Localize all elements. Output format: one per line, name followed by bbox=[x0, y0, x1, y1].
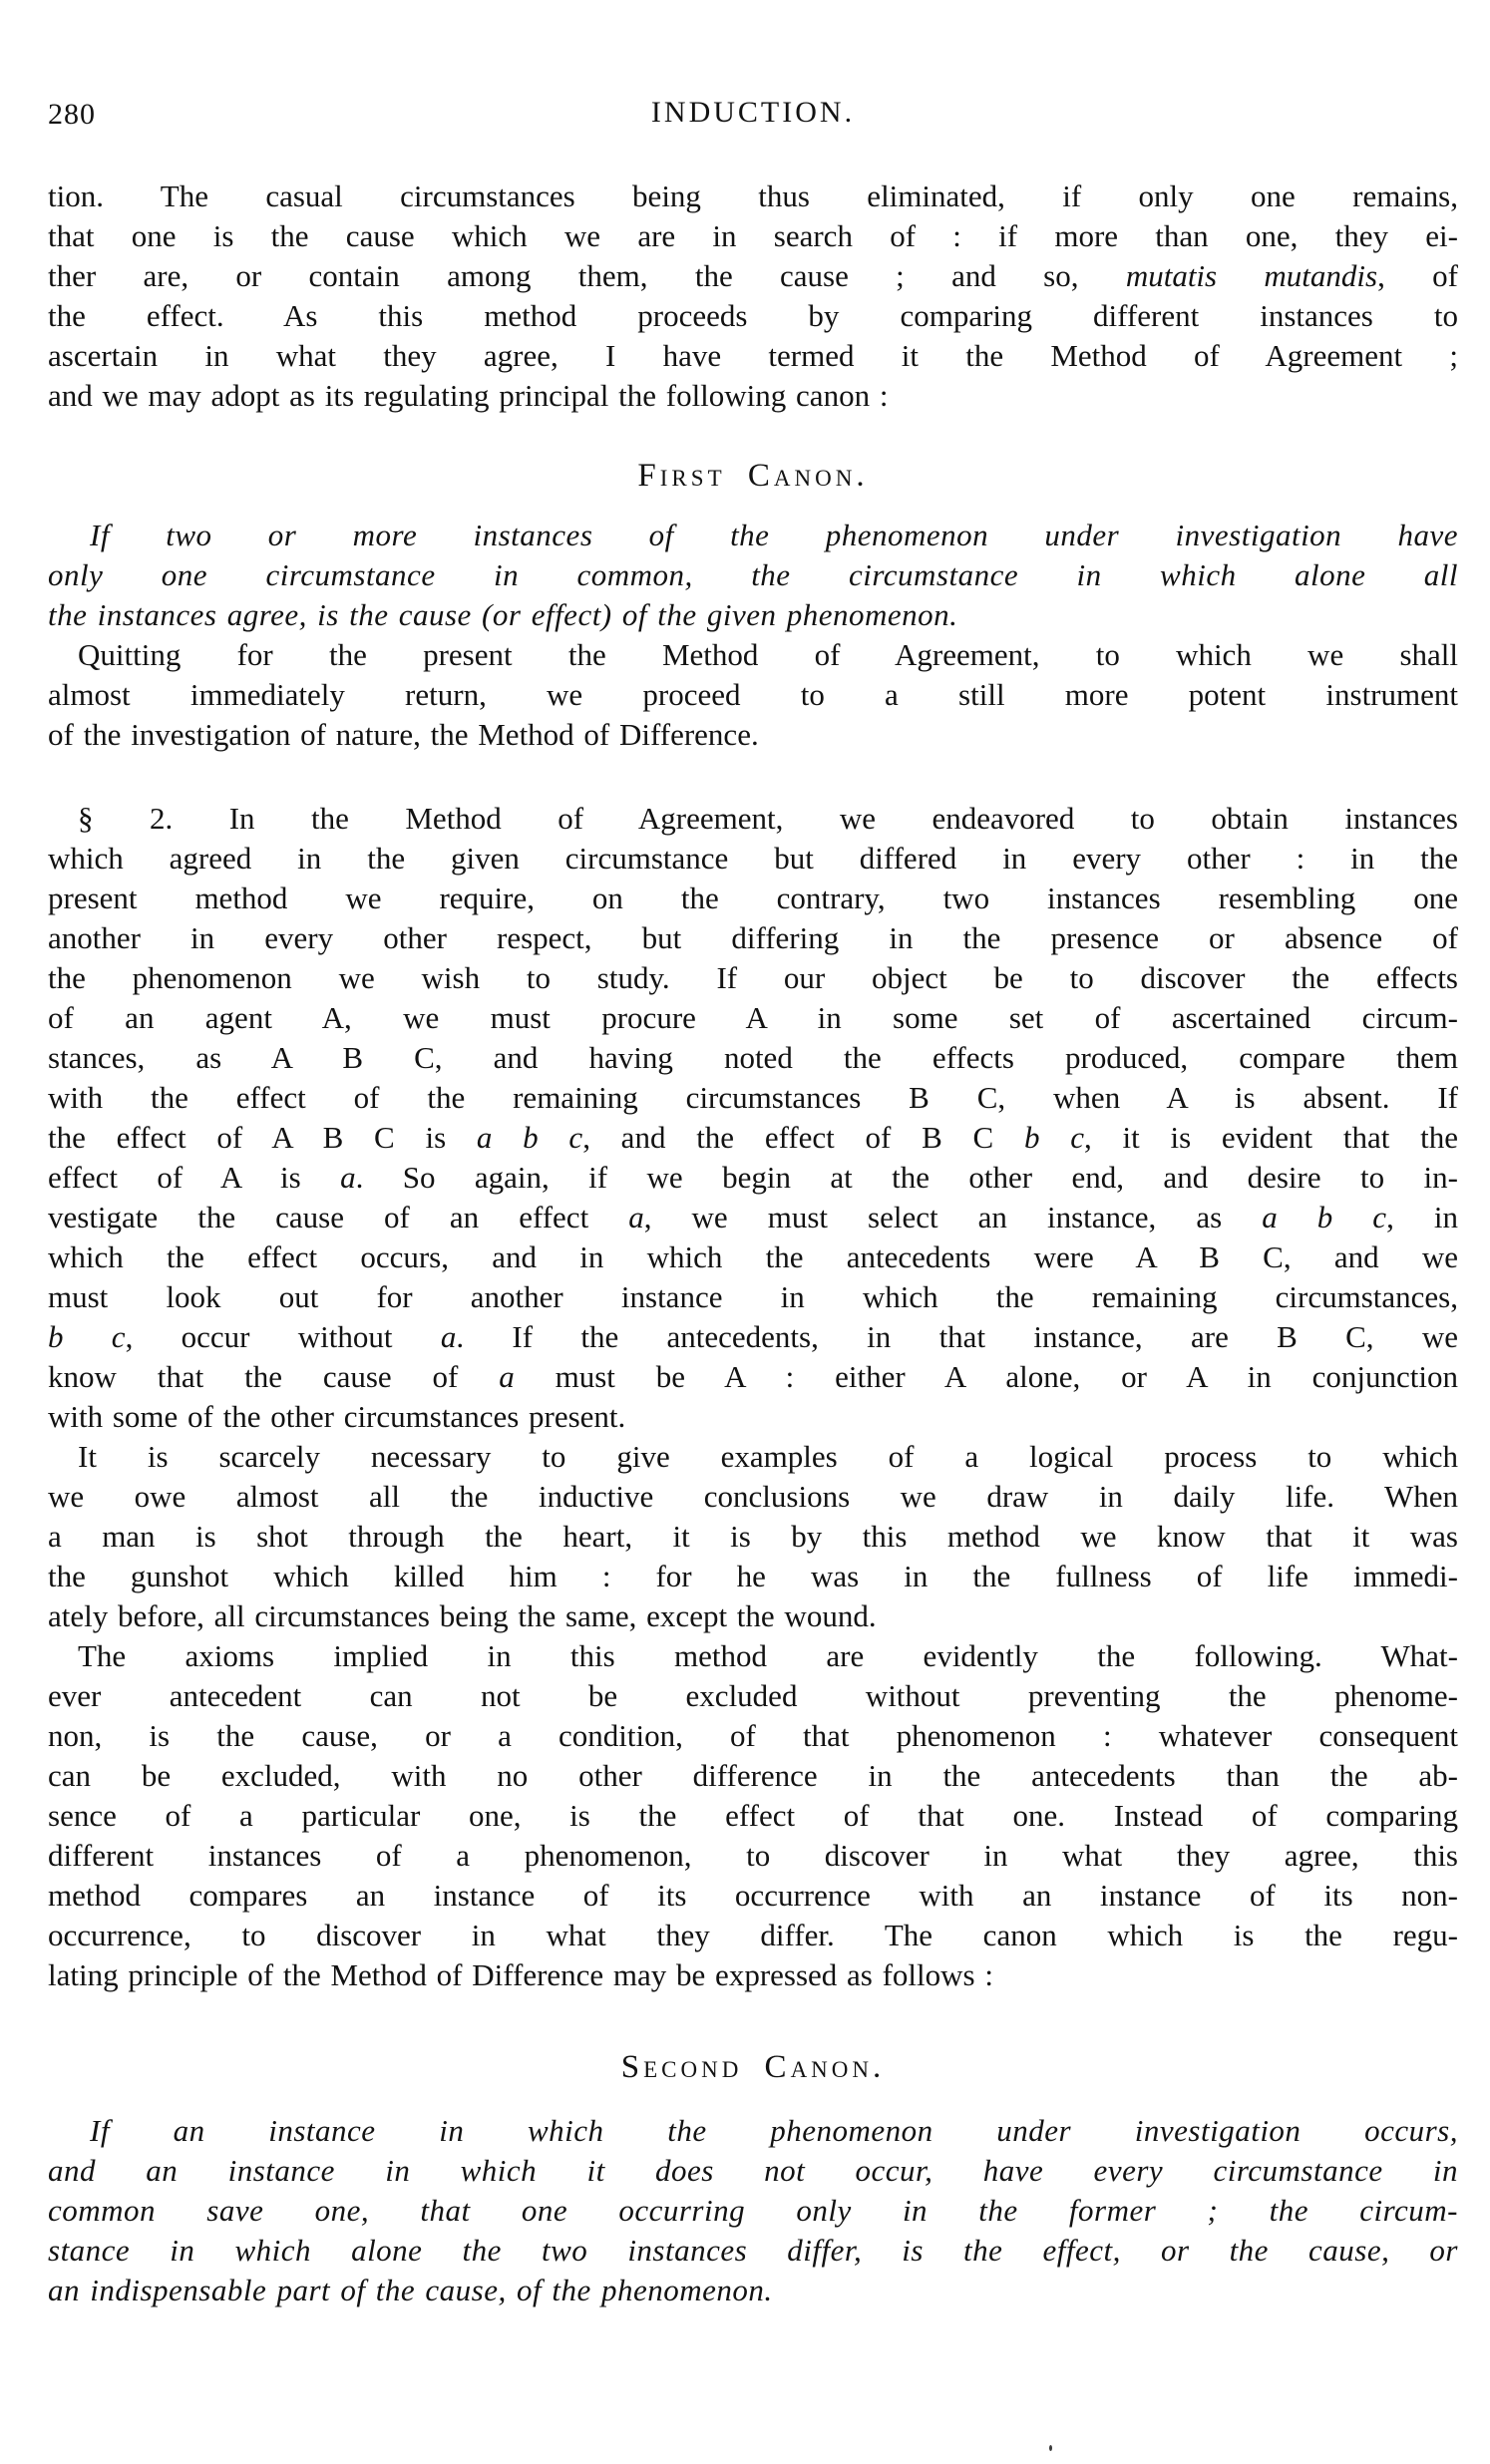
text-line: Quitting for the present the Method of Agreement, to which we shall bbox=[78, 637, 1458, 672]
text-line: ately before, all circumstances being the same, except the wound. bbox=[48, 1598, 877, 1633]
text-line: If two or more instances of the phenomenon under investigation have bbox=[90, 518, 1458, 552]
text-line: know that the cause of a must be A : either A alone, or A in conjunction bbox=[48, 1359, 1458, 1394]
paragraph-examples bbox=[48, 1437, 1458, 1636]
text-line: It is scarcely necessary to give examples of a logical process to which bbox=[78, 1439, 1458, 1474]
text-line: non, is the cause, or a condition, of that phenomenon : whatever consequent bbox=[48, 1718, 1458, 1753]
text-line: must look out for another instance in which the remaining circumstances, bbox=[48, 1279, 1458, 1314]
text-line: common save one, that one occurring only in the former ; the circum- bbox=[48, 2193, 1458, 2228]
text-line: the instances agree, is the cause (or effect) of the given phenomenon. bbox=[48, 597, 958, 632]
text-line: The axioms implied in this method are evidently the following. What- bbox=[78, 1638, 1458, 1673]
text-line: § 2. In the Method of Agreement, we endeavored to obtain instances bbox=[78, 801, 1458, 836]
text-line: of an agent A, we must procure A in some set of ascertained circum- bbox=[48, 1000, 1458, 1035]
text-line: ascertain in what they agree, I have termed it the Method of Agreement ; bbox=[48, 338, 1458, 373]
text-line: the gunshot which killed him : for he was in the fullness of life immedi- bbox=[48, 1559, 1458, 1593]
second-canon-text bbox=[48, 2111, 1458, 2310]
paragraph-axioms bbox=[48, 1636, 1458, 1995]
text-line: the effect of A B C is a b c, and the effect of B C b c, it is evident that the bbox=[48, 1120, 1458, 1155]
text-line: with the effect of the remaining circumstances B C, when A is absent. If bbox=[48, 1080, 1458, 1115]
text-line: with some of the other circumstances present. bbox=[48, 1399, 626, 1434]
text-line: only one circumstance in common, the circumstance in which alone all bbox=[48, 557, 1458, 592]
text-line: which the effect occurs, and in which the antecedents were A B C, and we bbox=[48, 1239, 1458, 1274]
text-line: the phenomenon we wish to study. If our object be to discover the effects bbox=[48, 960, 1458, 995]
text-line: vestigate the cause of an effect a, we must select an instance, as a b c, in bbox=[48, 1200, 1458, 1234]
text-line: b c, occur without a. If the antecedents, in that instance, are B C, we bbox=[48, 1319, 1458, 1354]
first-canon-heading: First Canon. bbox=[637, 458, 869, 494]
paragraph-quitting bbox=[48, 635, 1458, 755]
text-line: ever antecedent can not be excluded without preventing the phenome- bbox=[48, 1678, 1458, 1713]
text-line: a man is shot through the heart, it is by this method we know that it was bbox=[48, 1519, 1458, 1554]
text-line: If an instance in which the phenomenon under investigation occurs, bbox=[90, 2113, 1458, 2148]
text-line: stance in which alone the two instances differ, is the effect, or the cause, or bbox=[48, 2233, 1458, 2268]
text-line: effect of A is a. So again, if we begin at the other end, and desire to in- bbox=[48, 1160, 1458, 1195]
text-line: almost immediately return, we proceed to a still more potent instrument bbox=[48, 677, 1458, 712]
page-number: 280 bbox=[48, 98, 96, 131]
running-header bbox=[48, 96, 1458, 130]
text-line: which agreed in the given circumstance but differed in every other : in the bbox=[48, 841, 1458, 876]
scan-ink-speck bbox=[1049, 2445, 1052, 2451]
second-canon-heading: Second Canon. bbox=[620, 2049, 886, 2085]
text-line: that one is the cause which we are in search of : if more than one, they ei- bbox=[48, 218, 1458, 253]
text-line: of the investigation of nature, the Method of Difference. bbox=[48, 717, 759, 752]
text-line: we owe almost all the inductive conclusions we draw in daily life. When bbox=[48, 1479, 1458, 1514]
text-line: can be excluded, with no other difference in the antecedents than the ab- bbox=[48, 1758, 1458, 1793]
text-line: stances, as A B C, and having noted the effects produced, compare them bbox=[48, 1040, 1458, 1075]
text-line: different instances of a phenomenon, to discover in what they agree, this bbox=[48, 1838, 1458, 1873]
text-line: and an instance in which it does not occur, have every circumstance in bbox=[48, 2153, 1458, 2188]
text-line: sence of a particular one, is the effect of that one. Instead of comparing bbox=[48, 1798, 1458, 1833]
text-line: lating principle of the Method of Difference may be expressed as follows : bbox=[48, 1957, 993, 1992]
running-head-title: INDUCTION. bbox=[650, 96, 856, 129]
first-canon-text bbox=[48, 516, 1458, 635]
text-line: method compares an instance of its occurrence with an instance of its non- bbox=[48, 1878, 1458, 1913]
text-line: ther are, or contain among them, the cause ; and so, mutatis mutandis, of bbox=[48, 258, 1458, 293]
text-line: present method we require, on the contrary, two instances resembling one bbox=[48, 880, 1458, 915]
paragraph-continuation bbox=[48, 176, 1458, 416]
text-line: tion. The casual circumstances being thus eliminated, if only one remains, bbox=[48, 178, 1458, 213]
text-line: occurrence, to discover in what they differ. The canon which is the regu- bbox=[48, 1918, 1458, 1952]
text-line: another in every other respect, but differing in the presence or absence of bbox=[48, 920, 1458, 955]
text-line: and we may adopt as its regulating principal the following canon : bbox=[48, 378, 889, 413]
text-line: the effect. As this method proceeds by comparing different instances to bbox=[48, 298, 1458, 333]
paragraph-section-2 bbox=[48, 799, 1458, 1437]
text-line: an indispensable part of the cause, of the phenomenon. bbox=[48, 2273, 773, 2307]
